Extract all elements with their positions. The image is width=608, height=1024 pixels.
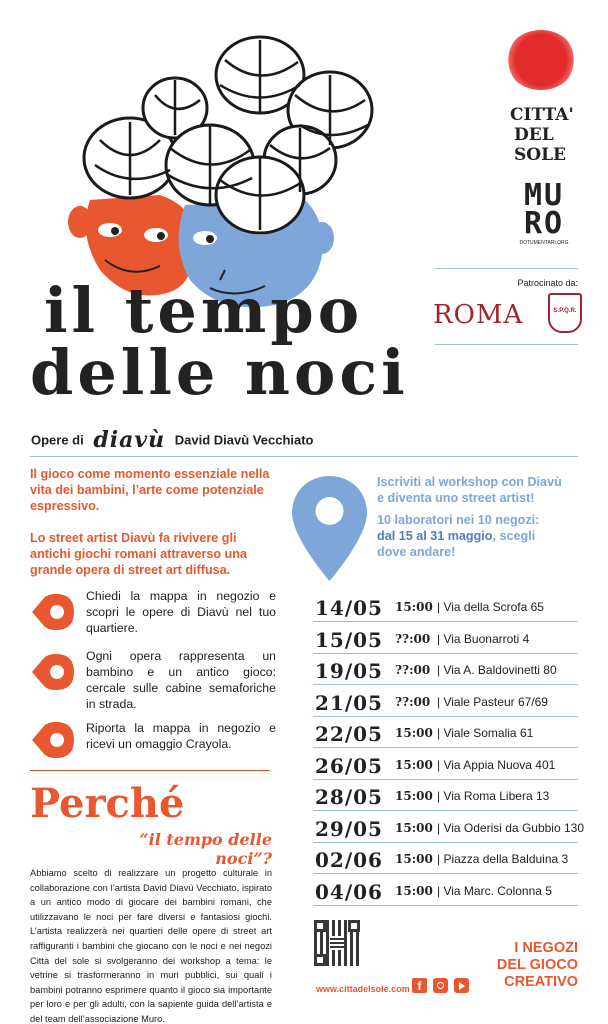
title-line-1: il tempo bbox=[44, 274, 364, 347]
scribble-sun-icon bbox=[506, 30, 576, 90]
schedule-time: 15:00 bbox=[395, 820, 433, 835]
schedule-time: ??:00 bbox=[395, 663, 431, 677]
tagline bbox=[480, 940, 578, 991]
schedule-address: | Via Buonarroti 4 bbox=[437, 631, 530, 646]
schedule-row bbox=[313, 622, 578, 654]
patronage-label: Patrocinato da: bbox=[517, 278, 578, 288]
workshop-line-4-rest: , scegli bbox=[492, 529, 536, 543]
tagline-line-2: DEL GIOCO bbox=[496, 957, 578, 973]
schedule-address: | Viale Somalia 61 bbox=[437, 726, 534, 740]
step-text: Chiedi la mappa in negozio e scopri le opere di Diavù nel tuo quartiere. bbox=[86, 589, 276, 635]
schedule-address: | Via Appia Nuova 401 bbox=[437, 757, 556, 772]
schedule-time: ??:00 bbox=[395, 631, 431, 646]
byline bbox=[31, 427, 314, 453]
step-1 bbox=[30, 588, 275, 638]
divider-logos-bottom bbox=[435, 344, 578, 345]
divider-perche bbox=[30, 770, 270, 771]
schedule-date: 29/05 bbox=[315, 816, 383, 841]
website-link[interactable]: www.cittadelsole.com bbox=[316, 984, 410, 994]
schedule-row bbox=[313, 842, 578, 874]
schedule-time: 15:00 bbox=[395, 757, 433, 772]
schedule-date: 22/05 bbox=[315, 722, 383, 746]
facebook-icon[interactable]: f bbox=[412, 978, 427, 993]
step-3 bbox=[30, 720, 275, 770]
instagram-icon[interactable] bbox=[433, 978, 448, 993]
tagline-line-3: CREATIVO bbox=[504, 974, 578, 990]
schedule-date: 14/05 bbox=[315, 596, 383, 620]
schedule-row bbox=[313, 811, 584, 843]
roma-logo: ROMA bbox=[433, 300, 524, 330]
schedule-address: | Via Oderisi da Gubbio 130 bbox=[437, 820, 584, 835]
workshop-line-3: 10 laboratori nei 10 negozi: bbox=[377, 513, 540, 527]
location-pin-icon bbox=[30, 594, 82, 630]
title-line-2: delle noci bbox=[30, 336, 409, 409]
intro-paragraph-2: Lo street artist Diavù fa rivivere gli antichi giochi romani attraverso una grande opera di street art diffusa. bbox=[30, 531, 247, 577]
workshop-callout bbox=[377, 474, 582, 560]
logo-line-1: CITTA' bbox=[510, 105, 574, 125]
muro-caption: DOTUMENTARI.ORG bbox=[519, 240, 569, 246]
walnut-heads-illustration bbox=[60, 30, 380, 310]
step-text: Ogni opera rappresenta un bambino e un antico gioco: cercale sulle cabine semaforiche in strada. bbox=[86, 649, 276, 711]
tagline-line-1: I NEGOZI bbox=[514, 940, 578, 956]
logo-line-3: SOLE bbox=[514, 145, 566, 165]
schedule-row bbox=[313, 685, 578, 717]
schedule-date: 26/05 bbox=[315, 753, 383, 778]
schedule-address: | Via Roma Libera 13 bbox=[437, 789, 550, 803]
schedule-time: 15:00 bbox=[395, 600, 433, 614]
muro-line-1: MU bbox=[523, 178, 565, 213]
divider-top-right bbox=[435, 268, 578, 269]
schedule-time: 15:00 bbox=[395, 883, 433, 898]
schedule-date: 28/05 bbox=[315, 785, 383, 809]
schedule-date: 04/06 bbox=[315, 879, 383, 904]
perche-subheading: “il tempo delle noci”? bbox=[139, 830, 272, 868]
schedule-row bbox=[313, 590, 578, 622]
location-pin-icon bbox=[30, 722, 82, 758]
schedule-time: 15:00 bbox=[395, 852, 433, 866]
schedule-date: 02/06 bbox=[315, 848, 383, 872]
schedule-address: | Piazza della Balduina 3 bbox=[437, 852, 569, 866]
schedule-address: | Via della Scrofa 65 bbox=[437, 600, 544, 614]
schedule-date: 15/05 bbox=[315, 627, 383, 652]
schedule-row bbox=[313, 716, 578, 748]
schedule-date: 21/05 bbox=[315, 690, 383, 715]
perche-heading: Perché bbox=[30, 780, 185, 827]
youtube-icon[interactable] bbox=[454, 978, 469, 993]
perche-body: Abbiamo scelto di realizzare un progetto culturale in collaborazione con l’artista David Diavù Vecchiato, ispirato a un antico modo di giocare dei bambini romani, che utilizzavano le noci per fare diversi e fantasiosi giochi. L’artista realizzerà nei quartieri delle opere di street art raffiguranti i bambini che giocano con le noci e nei negozi Città del sole si svolgeranno dei workshop a tema: le vetrine si trasformeranno in muri pubblici, sui quali i bambini potranno esprimere quanto il gioco sia importante per loro e per gli adulti, con la sapiente guida dell’artista e del team dell’associazione Muro. bbox=[30, 868, 272, 1024]
roma-shield-icon bbox=[548, 293, 582, 333]
artist-name: David Diavù Vecchiato bbox=[174, 432, 314, 448]
artist-signature: diavù bbox=[93, 427, 166, 453]
muro-logo bbox=[511, 178, 577, 247]
divider-header bbox=[30, 456, 578, 457]
schedule-row bbox=[313, 653, 578, 685]
schedule-time: 15:00 bbox=[395, 726, 433, 740]
workshop-line-2: e diventa uno street artist! bbox=[377, 491, 535, 505]
roma-badge-text: S.P.Q.R. bbox=[553, 308, 577, 314]
step-text: Riporta la mappa in negozio e ricevi un omaggio Crayola. bbox=[86, 721, 276, 751]
schedule-address: | Viale Pasteur 67/69 bbox=[437, 694, 548, 709]
schedule-row bbox=[313, 779, 578, 811]
schedule-time: 15:00 bbox=[395, 789, 433, 803]
citta-del-sole-logo bbox=[500, 30, 580, 165]
location-pin-icon bbox=[30, 654, 82, 690]
workshop-line-4 bbox=[377, 528, 582, 544]
intro-paragraph-1: Il gioco come momento essenziale nella vita dei bambini, l’arte come potenziale espressivo. bbox=[30, 467, 270, 513]
schedule-row bbox=[313, 748, 578, 780]
map-pin-icon bbox=[292, 476, 367, 581]
workshop-line-5: dove andare! bbox=[377, 545, 456, 559]
workshop-dates: dal 15 al 31 maggio bbox=[377, 529, 493, 543]
schedule-row bbox=[313, 874, 578, 906]
schedule-date: 19/05 bbox=[315, 659, 383, 683]
byline-prefix: Opere di bbox=[31, 432, 84, 448]
workshop-line-1: Iscriviti al workshop con Diavù bbox=[377, 475, 562, 489]
muro-line-2: RO bbox=[523, 206, 565, 241]
schedule-time: ??:00 bbox=[395, 694, 431, 709]
schedule-address: | Via Marc. Colonna 5 bbox=[437, 883, 552, 898]
logo-line-2: DEL bbox=[514, 125, 554, 145]
step-2 bbox=[30, 648, 276, 711]
qr-code[interactable] bbox=[314, 920, 360, 966]
schedule-address: | Via A. Baldovinetti 80 bbox=[437, 663, 557, 677]
